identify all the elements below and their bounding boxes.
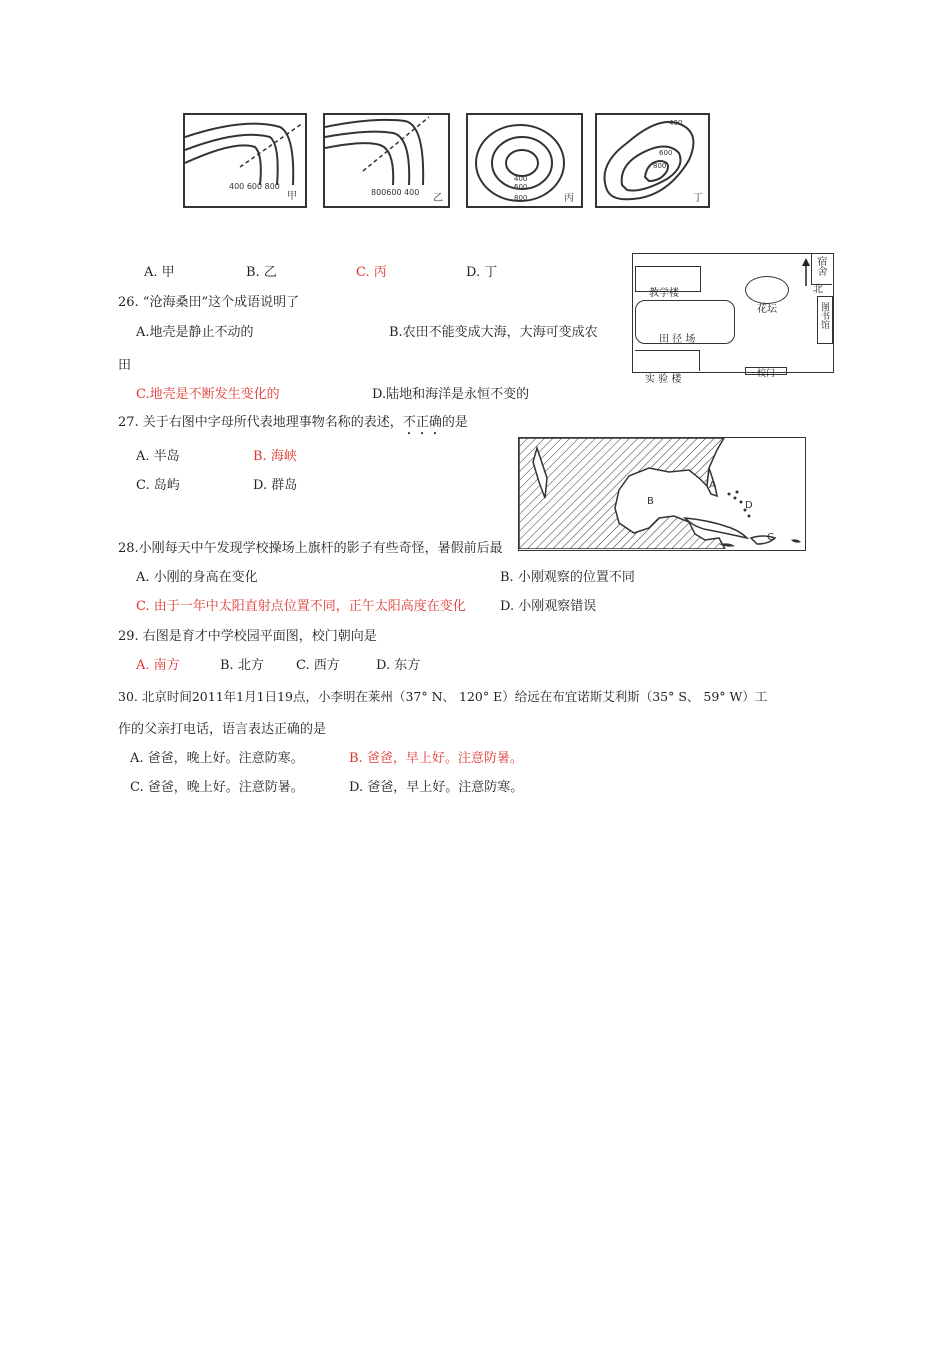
library-label: 图书馆 [819,302,829,329]
q26-option-c[interactable]: C.地壳是不断发生变化的 [136,387,280,402]
contour-map-yi [323,113,450,208]
q26-stem: 26. “沧海桑田”这个成语说明了 [118,295,300,310]
bing-name: 丙 [564,193,574,204]
q29-option-b[interactable]: B. 北方 [220,658,264,673]
ding-800: 800 [653,162,667,170]
q29-stem: 29. 右图是育才中学校园平面图，校门朝向是 [118,629,377,644]
north-arrow-icon [801,258,811,288]
q30-option-c[interactable]: C. 爸爸，晚上好。注意防暑。 [130,780,304,795]
lab-building-label: 实 验 楼 [645,374,682,385]
q27-option-c[interactable]: C. 岛屿 [136,478,180,493]
bing-600: 600 [514,183,528,191]
q28-option-a[interactable]: A. 小刚的身高在变化 [136,570,258,585]
lab-building [635,350,700,371]
flower-bed-label: 花坛 [757,304,777,315]
q29-option-c[interactable]: C. 西方 [296,658,340,673]
ding-name: 丁 [693,193,703,204]
q27-option-d[interactable]: D. 群岛 [253,478,298,493]
map-label-d: D [745,500,753,511]
contour-map-ding [595,113,710,208]
dormitory-label: 宿舍 [815,256,826,276]
q25-option-c[interactable]: C. 丙 [356,265,387,280]
q26-option-b[interactable]: B.农田不能变成大海，大海可变成农 [389,325,598,340]
bing-800: 800 [514,194,528,202]
contour-map-jia [183,113,307,208]
ding-400: 400 [669,119,683,127]
q27-option-b[interactable]: B. 海峡 [253,449,297,464]
q25-option-a[interactable]: A. 甲 [144,265,175,280]
contour-map-bing [466,113,583,208]
map-label-c: C [767,532,774,543]
q30-option-d[interactable]: D. 爸爸，早上好。注意防寒。 [349,780,524,795]
q28-option-c[interactable]: C. 由于一年中太阳直射点位置不同，正午太阳高度在变化 [136,599,466,614]
teaching-building-label: 教学楼 [649,288,679,299]
track-field-label: 田 径 场 [659,334,696,345]
campus-map [632,253,834,385]
q30-option-b[interactable]: B. 爸爸，早上好。注意防暑。 [349,751,523,766]
q30-stem-line2: 作的父亲打电话，语言表达正确的是 [118,722,327,737]
q27-stem: 27. 关于右图中字母所代表地理事物名称的表述，不正确的是 [118,415,468,430]
q28-option-d[interactable]: D. 小刚观察错误 [500,599,597,614]
school-gate-label: 校门 [757,369,776,379]
q27-option-a[interactable]: A. 半岛 [136,449,180,464]
q26-option-d[interactable]: D.陆地和海洋是永恒不变的 [372,387,530,402]
q29-option-d[interactable]: D. 东方 [376,658,421,673]
map-label-b: B [647,496,654,507]
bing-400: 400 [514,175,528,183]
q30-stem-line1: 30. 北京时间2011年1月1日19点，小李明在莱州（37° N、 120° E）给远在布宜诺斯艾利斯（35° S、 59° W）工 [118,689,768,704]
q25-option-d[interactable]: D. 丁 [466,265,498,280]
q25-option-b[interactable]: B. 乙 [246,265,277,280]
q27-emphasis: 不正确 [402,415,442,430]
q28-stem: 28.小刚每天中午发现学校操场上旗杆的影子有些奇怪，暑假前后最 [118,541,503,556]
q30-option-a[interactable]: A. 爸爸，晚上好。注意防寒。 [130,751,304,766]
jia-name: 甲 [287,191,297,202]
yi-contour-labels: 800600 400 [371,188,420,197]
north-label: 北 [813,284,823,295]
q28-option-b[interactable]: B. 小刚观察的位置不同 [500,570,635,585]
ding-600: 600 [659,149,673,157]
yi-name: 乙 [433,193,443,204]
caribbean-map [518,437,806,551]
q29-option-a[interactable]: A. 南方 [136,658,180,673]
jia-contour-labels: 400 600 800 [229,182,280,191]
q26-option-b-cont: 田 [118,358,132,373]
q26-option-a[interactable]: A.地壳是静止不动的 [136,325,254,340]
map-label-a: A [709,480,716,491]
